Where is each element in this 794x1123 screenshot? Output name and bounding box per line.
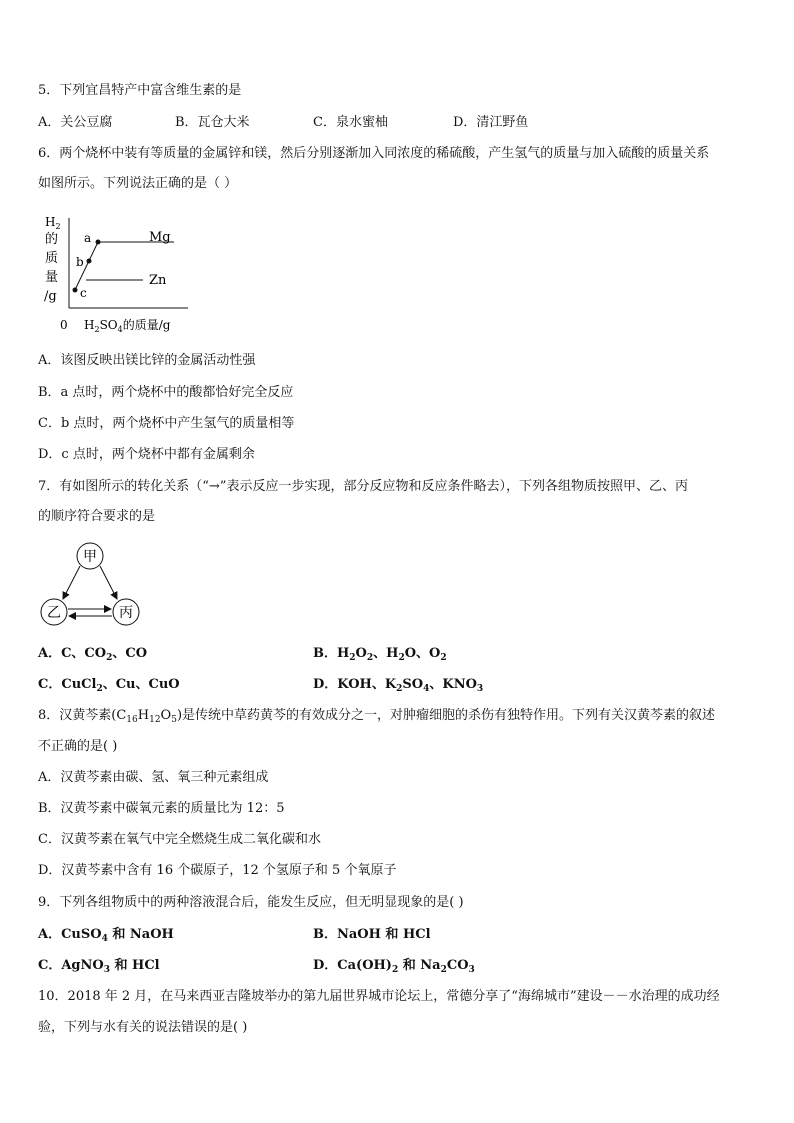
- q7-arrow-top-left: [63, 566, 80, 599]
- q7-option-d-text: D．KOH、K: [313, 677, 397, 692]
- q9-option-a-rest: 和 NaOH: [107, 927, 174, 942]
- q5-option-b: B．瓦仓大米: [175, 115, 250, 130]
- q6-option-a: A．该图反映出镁比锌的金属活动性强: [38, 353, 256, 368]
- q7-node-right-label: 丙: [119, 605, 133, 621]
- q7-option-b: B．$H_2O_2$、$H_2O$、$O_2$: [313, 646, 447, 663]
- q6-option-c: C．b 点时，两个烧杯中产生氢气的质量相等: [38, 416, 295, 431]
- q8-stem-rest: )是传统中草药黄芩的有效成分之一，对肿瘤细胞的杀伤有独特作用。下列有关汉黄芩素的叙述: [176, 708, 716, 723]
- q8-option-c: C．汉黄芩素在氧气中完全燃烧生成二氧化碳和水: [38, 832, 321, 847]
- q5-option-d: D．清江野鱼: [453, 115, 529, 130]
- q9-option-c-text: C．AgNO: [38, 958, 104, 973]
- q7-option-b-prefix: B．H: [313, 646, 350, 661]
- q7-option-d-mid: SO: [402, 677, 424, 692]
- q9-option-d-mid: 和 Na: [398, 958, 441, 973]
- q7-option-d-rest: 、KNO: [429, 677, 477, 692]
- q6-graph-series-zn: Zn: [149, 273, 167, 288]
- q7-option-c: C．CuCl$_2$、Cu、CuO: [38, 677, 180, 694]
- q6-graph-point-c: [73, 288, 78, 293]
- q7-option-a: A．C、$CO_2$、CO: [38, 646, 148, 663]
- q7-option-a-text: A．C、CO: [38, 646, 107, 661]
- q10-stem-line2: 验，下列与水有关的说法错误的是( ): [38, 1020, 248, 1035]
- q8-stem-prefix: 8．汉黄芩素(C: [38, 708, 127, 723]
- q9-option-d-text: D．Ca(OH): [313, 958, 392, 973]
- q6-stem-line2: 如图所示。下列说法正确的是（ ）: [38, 176, 238, 191]
- q9-option-a-text: A．CuSO: [38, 927, 102, 942]
- q6-graph-y-h2: $H_2$: [45, 215, 61, 231]
- q6-graph-x-label: $H_2SO_4$的质量/g: [84, 318, 171, 334]
- q7-diagram: [36, 540, 146, 630]
- q9-option-d-mid2: CO: [446, 958, 469, 973]
- q6-graph-y-label-3: 量: [45, 270, 59, 285]
- q7-stem-line2: 的顺序符合要求的是: [38, 509, 156, 524]
- q6-graph-y-label-4: /g: [44, 289, 57, 304]
- q6-option-b: B．a 点时，两个烧杯中的酸都恰好完全反应: [38, 385, 294, 400]
- q6-graph-label-c: c: [80, 286, 87, 300]
- q7-node-left-label: 乙: [47, 605, 61, 621]
- q9-option-d: D．$Ca(OH)_2$ 和 $Na_2CO_3$: [313, 958, 475, 975]
- q7-option-d: D．KOH、$K_2SO_4$、$KNO_3$: [313, 677, 484, 694]
- q5-option-c: C．泉水蜜柚: [313, 115, 388, 130]
- q5-option-a: A．关公豆腐: [38, 115, 113, 130]
- q8-option-a: A．汉黄芩素由碳、氢、氧三种元素组成: [38, 770, 269, 785]
- q7-stem-line1: 7．有如图所示的转化关系（“→”表示反应一步实现，部分反应物和反应条件略去），下列各组物质按照甲、乙、丙: [38, 479, 688, 494]
- q9-stem: 9．下列各组物质中的两种溶液混合后，能发生反应，但无明显现象的是( ): [38, 895, 464, 910]
- q8-option-b: B．汉黄芩素中碳氧元素的质量比为 12：5: [38, 801, 285, 816]
- q9-option-c: C．AgNO$_3$ 和 HCl: [38, 958, 160, 975]
- q6-graph-y-label-1: 的: [45, 232, 59, 247]
- q9-option-a: A．CuSO$_4$ 和 NaOH: [38, 927, 174, 944]
- q6-graph-label-a: a: [84, 231, 92, 245]
- q10-stem-line1: 10．2018 年 2 月，在马来西亚吉隆坡举办的第九届世界城市论坛上，常德分享了“海绵城市”建设－－水治理的成功经: [38, 989, 720, 1004]
- q8-option-d: D．汉黄芩素中含有 16 个碳原子，12 个氢原子和 5 个氧原子: [38, 863, 397, 878]
- q6-graph-point-b: [87, 259, 92, 264]
- q7-option-a-rest: 、CO: [112, 646, 148, 661]
- q6-graph-origin: 0: [60, 318, 68, 332]
- q6-graph-y-label-2: 质: [45, 251, 59, 266]
- q6-graph-series-mg: Mg: [149, 230, 171, 245]
- q6-graph: [38, 212, 238, 342]
- q9-option-c-rest: 和 HCl: [110, 958, 160, 973]
- q7-arrow-top-right: [100, 566, 117, 599]
- q6-graph-x-label-rest: 的质量/g: [122, 318, 171, 332]
- q9-option-b: B．NaOH 和 HCl: [313, 927, 431, 942]
- q8-stem-line1: 8．汉黄芩素$(C_{16}H_{12}O_5)$是传统中草药黄芩的有效成分之一，对肿瘤细胞的杀伤有独特作用。下列有关汉黄芩素的叙述: [38, 708, 716, 725]
- q8-stem-line2: 不正确的是( ): [38, 739, 118, 754]
- q6-stem-line1: 6．两个烧杯中装有等质量的金属锌和镁，然后分别逐渐加入同浓度的稀硫酸，产生氢气的质量与加入硫酸的质量关系: [38, 146, 710, 161]
- q6-graph-label-b: b: [76, 255, 84, 269]
- q7-option-c-text: C．CuCl: [38, 677, 97, 692]
- q6-option-d: D．c 点时，两个烧杯中都有金属剩余: [38, 447, 255, 462]
- q7-node-top-label: 甲: [83, 549, 97, 565]
- q6-graph-point-a: [96, 240, 101, 245]
- q5-stem: 5．下列宜昌特产中富含维生素的是: [38, 83, 242, 98]
- q7-option-c-rest: 、Cu、CuO: [102, 677, 180, 692]
